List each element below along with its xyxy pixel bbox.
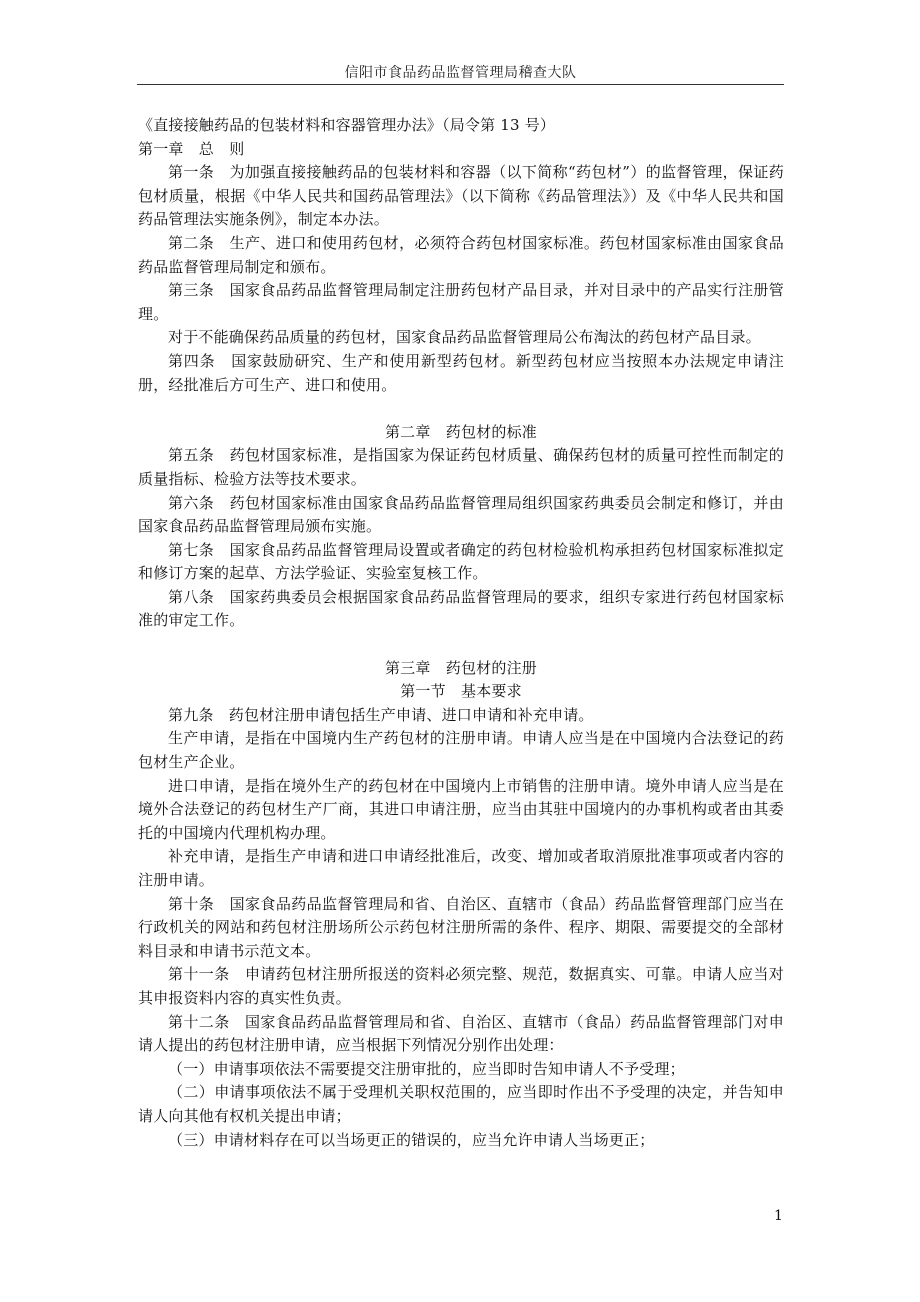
article-2: 第二条 生产、进口和使用药包材，必须符合药包材国家标准。药包材国家标准由国家食品药品监督管理局制定和颁布。: [138, 233, 784, 276]
article-6: 第六条 药包材国家标准由国家食品药品监督管理局组织国家药典委员会制定和修订，并由国家食品药品监督管理局颁布实施。: [138, 493, 784, 536]
chapter-2-heading: 第二章 药包材的标准: [384, 422, 537, 441]
article-9: 第九条 药包材注册申请包括生产申请、进口申请和补充申请。: [168, 705, 594, 724]
document-title: 《直接接触药品的包装材料和容器管理办法》（局令第 13 号）: [138, 116, 556, 134]
article-12-item-3: （三）申请材料存在可以当场更正的错误的，应当允许申请人当场更正；: [168, 1130, 655, 1149]
document-body: [138, 114, 784, 1152]
spacer: [138, 397, 784, 421]
header-divider: [137, 84, 784, 85]
article-1: 第一条 为加强直接接触药品的包装材料和容器（以下简称“药包材”）的监督管理，保证药包材质量，根据《中华人民共和国药品管理法》（以下简称《药品管理法》）及《中华人民共和国药品管理法实施条例》，制定本办法。: [138, 163, 784, 229]
supplementary-application: 补充申请，是指生产申请和进口申请经批准后，改变、增加或者取消原批准事项或者内容的注册申请。: [138, 847, 784, 889]
article-12: 第十二条 国家食品药品监督管理局和省、自治区、直辖市（食品）药品监督管理部门对申请人提出的药包材注册申请，应当根据下列情况分别作出处理：: [138, 1012, 784, 1055]
article-11: 第十一条 申请药包材注册所报送的资料必须完整、规范，数据真实、可靠。申请人应当对其申报资料内容的真实性负责。: [138, 965, 784, 1007]
page-number: 1: [774, 1208, 783, 1224]
article-12-item-1: （一）申请事项依法不需要提交注册审批的，应当即时告知申请人不予受理；: [168, 1059, 685, 1078]
article-3: 第三条 国家食品药品监督管理局制定注册药包材产品目录，并对目录中的产品实行注册管理。: [138, 281, 784, 323]
chapter-1-heading: 第一章 总 则: [138, 139, 245, 158]
article-5: 第五条 药包材国家标准，是指国家为保证药包材质量、确保药包材的质量可控性而制定的质量指标、检验方法等技术要求。: [138, 446, 784, 488]
article-7: 第七条 国家食品药品监督管理局设置或者确定的药包材检验机构承担药包材国家标准拟定和修订方案的起草、方法学验证、实验室复核工作。: [138, 540, 784, 583]
article-3-paragraph-2: 对于不能确保药品质量的药包材，国家食品药品监督管理局公布淘汰的药包材产品目录。: [168, 328, 761, 347]
article-12-item-2: （二）申请事项依法不属于受理机关职权范围的，应当即时作出不予受理的决定，并告知申请人向其他有权机关提出申请；: [138, 1083, 784, 1125]
chapter-3-heading: 第三章 药包材的注册: [384, 658, 537, 677]
article-8: 第八条 国家药典委员会根据国家食品药品监督管理局的要求，组织专家进行药包材国家标准的审定工作。: [138, 587, 784, 630]
page-header: 信阳市食品药品监督管理局稽查大队: [344, 65, 577, 81]
spacer: [138, 633, 784, 657]
article-4: 第四条 国家鼓励研究、生产和使用新型药包材。新型药包材应当按照本办法规定申请注册，经批准后方可生产、进口和使用。: [138, 351, 784, 394]
article-10: 第十条 国家食品药品监督管理局和省、自治区、直辖市（食品）药品监督管理部门应当在行政机关的网站和药包材注册场所公示药包材注册所需的条件、程序、期限、需要提交的全部材料目录和申请书示范文本。: [138, 894, 784, 960]
production-application: 生产申请，是指在中国境内生产药包材的注册申请。申请人应当是在中国境内合法登记的药包材生产企业。: [138, 729, 784, 772]
import-application: 进口申请，是指在境外生产的药包材在中国境内上市销售的注册申请。境外申请人应当是在境外合法登记的药包材生产厂商，其进口申请注册，应当由其驻中国境内的办事机构或者由其委托的中国境内代理机构办理。: [138, 776, 784, 842]
section-1-heading: 第一节 基本要求: [400, 682, 522, 701]
